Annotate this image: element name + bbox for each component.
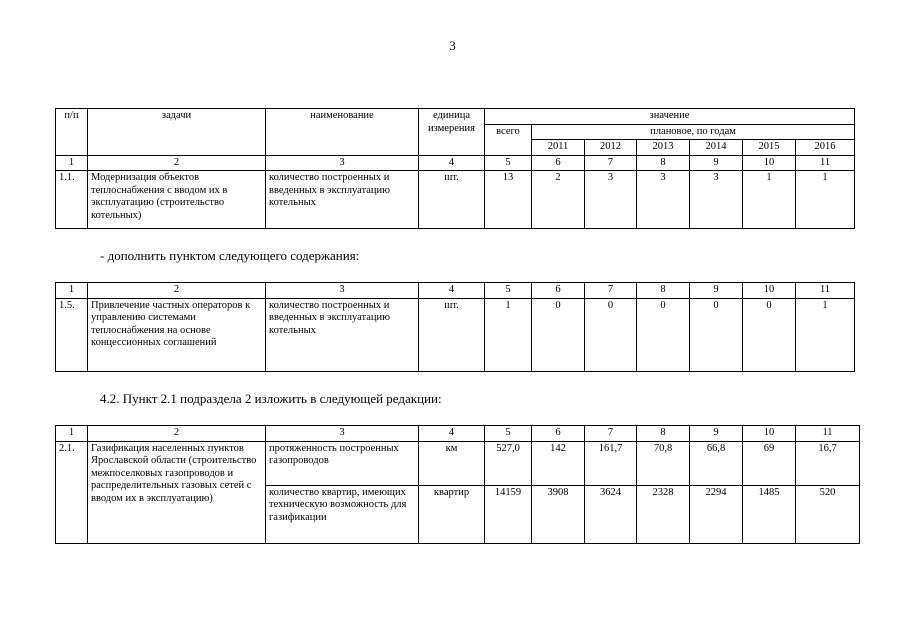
column-number: 7 (585, 283, 637, 299)
paragraph-add-item: - дополнить пунктом следующего содержания: (100, 248, 360, 263)
indicators-table-2 (55, 282, 855, 372)
column-number: 10 (743, 426, 796, 442)
column-number: 3 (266, 155, 419, 171)
column-number: 9 (690, 426, 743, 442)
column-number: 7 (585, 426, 637, 442)
column-number-row (56, 155, 855, 171)
row-value: 520 (796, 485, 860, 543)
column-number: 3 (266, 426, 419, 442)
column-number: 4 (419, 426, 485, 442)
row-value: 0 (743, 298, 796, 371)
column-number: 7 (585, 155, 637, 171)
row-value: 16,7 (796, 441, 860, 485)
row-name: количество построенных и введенных в эксплуатацию котельных (266, 298, 419, 371)
column-number: 6 (532, 426, 585, 442)
header-name: наименование (266, 109, 419, 156)
column-number: 9 (690, 283, 743, 299)
header-year: 2013 (637, 140, 690, 156)
column-number: 11 (796, 283, 855, 299)
column-number: 6 (532, 283, 585, 299)
column-number: 5 (485, 283, 532, 299)
row-name: количество квартир, имеющих техническую возможность для газификации (266, 485, 419, 543)
row-task: Модернизация объектов теплоснабжения с вводом их в эксплуатацию (строительство котельных) (88, 171, 266, 229)
row-value: 69 (743, 441, 796, 485)
column-number: 1 (56, 426, 88, 442)
table-row (56, 171, 855, 229)
column-number: 5 (485, 155, 532, 171)
row-value: 66,8 (690, 441, 743, 485)
row-unit: квартир (419, 485, 485, 543)
column-number: 2 (88, 426, 266, 442)
paragraph-item-2-1: 4.2. Пункт 2.1 подраздела 2 изложить в следующей редакции: (100, 391, 442, 406)
row-value: 2328 (637, 485, 690, 543)
column-number: 9 (690, 155, 743, 171)
row-number: 1.5. (56, 298, 88, 371)
column-number: 8 (637, 283, 690, 299)
column-number: 10 (743, 155, 796, 171)
row-unit: шт. (419, 298, 485, 371)
column-number: 8 (637, 426, 690, 442)
row-value: 1 (485, 298, 532, 371)
header-unit: единица измерения (419, 109, 485, 156)
row-value: 0 (690, 298, 743, 371)
page-number: 3 (449, 38, 456, 53)
row-value: 1 (796, 298, 855, 371)
column-number: 11 (796, 426, 860, 442)
row-unit: км (419, 441, 485, 485)
row-value: 2 (532, 171, 585, 229)
header-year: 2015 (743, 140, 796, 156)
column-number: 2 (88, 155, 266, 171)
header-year: 2016 (796, 140, 855, 156)
column-number: 5 (485, 426, 532, 442)
row-value: 0 (532, 298, 585, 371)
column-number: 2 (88, 283, 266, 299)
column-number: 4 (419, 283, 485, 299)
row-value: 1 (743, 171, 796, 229)
row-value: 3 (690, 171, 743, 229)
header-value: значение (485, 109, 855, 125)
row-value: 13 (485, 171, 532, 229)
row-task: Газификация населенных пунктов Ярославской области (строительство межпоселковых газопроводов и распределительных газовых сетей с вводом их в эксплуатацию) (88, 441, 266, 543)
table-row (56, 441, 860, 485)
column-number: 1 (56, 155, 88, 171)
row-value: 70,8 (637, 441, 690, 485)
row-value: 2294 (690, 485, 743, 543)
column-number: 11 (796, 155, 855, 171)
row-value: 3 (585, 171, 637, 229)
header-planned: плановое, по годам (532, 124, 855, 140)
row-value: 1 (796, 171, 855, 229)
row-name: протяженность построенных газопроводов (266, 441, 419, 485)
row-number: 1.1. (56, 171, 88, 229)
row-value: 0 (637, 298, 690, 371)
header-year: 2014 (690, 140, 743, 156)
row-value: 161,7 (585, 441, 637, 485)
column-number: 10 (743, 283, 796, 299)
row-value: 3 (637, 171, 690, 229)
indicators-table-1 (55, 108, 855, 229)
row-number: 2.1. (56, 441, 88, 543)
header-task: задачи (88, 109, 266, 156)
row-value: 3624 (585, 485, 637, 543)
column-number-row (56, 426, 860, 442)
header-pp: п/п (56, 109, 88, 156)
row-value: 14159 (485, 485, 532, 543)
row-value: 142 (532, 441, 585, 485)
column-number: 8 (637, 155, 690, 171)
row-value: 1485 (743, 485, 796, 543)
indicators-table-3 (55, 425, 860, 544)
column-number: 4 (419, 155, 485, 171)
column-number: 3 (266, 283, 419, 299)
row-value: 3908 (532, 485, 585, 543)
header-year: 2011 (532, 140, 585, 156)
column-number: 1 (56, 283, 88, 299)
column-number-row (56, 283, 855, 299)
header-year: 2012 (585, 140, 637, 156)
row-unit: шт. (419, 171, 485, 229)
row-task: Привлечение частных операторов к управлению системами теплоснабжения на основе концессионных соглашений (88, 298, 266, 371)
row-value: 527,0 (485, 441, 532, 485)
row-value: 0 (585, 298, 637, 371)
table-row (56, 298, 855, 371)
header-total: всего (485, 124, 532, 155)
row-name: количество построенных и введенных в эксплуатацию котельных (266, 171, 419, 229)
column-number: 6 (532, 155, 585, 171)
